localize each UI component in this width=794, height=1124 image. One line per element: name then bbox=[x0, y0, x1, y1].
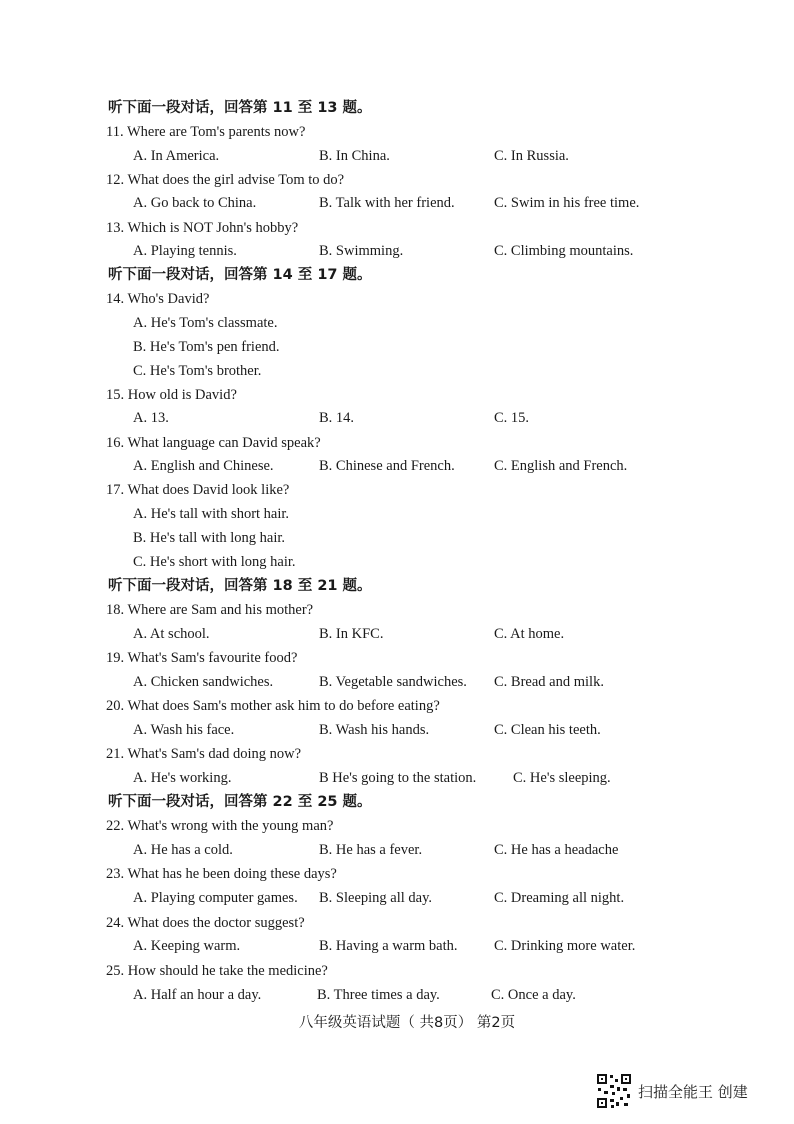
question-text: 12. What does the girl advise Tom to do? bbox=[106, 172, 345, 188]
option-a: A. Go back to China. bbox=[133, 195, 257, 211]
option-b: B. Talk with her friend. bbox=[319, 195, 455, 211]
option-b: B. Three times a day. bbox=[317, 987, 440, 1003]
option-c: C. He's short with long hair. bbox=[133, 554, 296, 570]
scanner-watermark bbox=[596, 1073, 748, 1109]
page-footer: 八年级英语试题（ 共8页） 第2页 bbox=[298, 1015, 516, 1031]
option-b: B He's going to the station. bbox=[319, 770, 477, 786]
option-b: B. He's Tom's pen friend. bbox=[133, 339, 280, 355]
option-c: C. Dreaming all night. bbox=[494, 890, 625, 906]
option-b: B. Vegetable sandwiches. bbox=[319, 674, 467, 690]
question-text: 17. What does David look like? bbox=[106, 482, 290, 498]
option-b: B. In KFC. bbox=[319, 626, 384, 642]
question-text: 24. What does the doctor suggest? bbox=[106, 915, 305, 931]
option-b: B. Wash his hands. bbox=[319, 722, 430, 738]
option-c: C. Climbing mountains. bbox=[494, 243, 634, 259]
question-text: 23. What has he been doing these days? bbox=[106, 866, 337, 882]
option-a: A. He has a cold. bbox=[133, 842, 233, 858]
option-b: B. 14. bbox=[319, 410, 355, 426]
section-heading-1: 听下面一段对话，回答第 11 至 13 题。 bbox=[108, 100, 372, 116]
option-c: C. He's sleeping. bbox=[513, 770, 611, 786]
question-text: 20. What does Sam's mother ask him to do before eating? bbox=[106, 698, 440, 714]
option-a: A. Keeping warm. bbox=[133, 938, 241, 954]
option-c: C. He has a headache bbox=[494, 842, 619, 858]
option-c: C. Bread and milk. bbox=[494, 674, 604, 690]
option-a: A. At school. bbox=[133, 626, 210, 642]
section-heading-3: 听下面一段对话，回答第 18 至 21 题。 bbox=[108, 578, 372, 594]
question-text: 16. What language can David speak? bbox=[106, 435, 321, 451]
option-c: C. In Russia. bbox=[494, 148, 569, 164]
question-text: 15. How old is David? bbox=[106, 387, 237, 403]
option-a: A. Half an hour a day. bbox=[133, 987, 262, 1003]
option-a: A. English and Chinese. bbox=[133, 458, 274, 474]
question-text: 18. Where are Sam and his mother? bbox=[106, 602, 314, 618]
option-a: A. Playing computer games. bbox=[133, 890, 298, 906]
option-b: B. Chinese and French. bbox=[319, 458, 455, 474]
option-b: B. Swimming. bbox=[319, 243, 404, 259]
section-heading-2: 听下面一段对话，回答第 14 至 17 题。 bbox=[108, 267, 372, 283]
option-a: A. Wash his face. bbox=[133, 722, 235, 738]
option-a: A. 13. bbox=[133, 410, 169, 426]
option-b: B. He's tall with long hair. bbox=[133, 530, 286, 546]
scanner-label: 扫描全能王 创建 bbox=[638, 1082, 748, 1101]
section-heading-4: 听下面一段对话，回答第 22 至 25 题。 bbox=[108, 794, 372, 810]
question-text: 11. Where are Tom's parents now? bbox=[106, 124, 306, 140]
option-c: C. English and French. bbox=[494, 458, 628, 474]
option-c: C. Once a day. bbox=[491, 987, 576, 1003]
qr-code-icon bbox=[596, 1073, 632, 1109]
option-a: A. He's tall with short hair. bbox=[133, 506, 290, 522]
option-c: C. Swim in his free time. bbox=[494, 195, 640, 211]
option-c: C. Drinking more water. bbox=[494, 938, 636, 954]
option-c: C. At home. bbox=[494, 626, 565, 642]
option-a: A. He's Tom's classmate. bbox=[133, 315, 278, 331]
question-text: 25. How should he take the medicine? bbox=[106, 963, 328, 979]
question-text: 22. What's wrong with the young man? bbox=[106, 818, 334, 834]
question-text: 14. Who's David? bbox=[106, 291, 210, 307]
option-a: A. In America. bbox=[133, 148, 220, 164]
option-c: C. Clean his teeth. bbox=[494, 722, 601, 738]
option-a: A. Playing tennis. bbox=[133, 243, 237, 259]
option-c: C. He's Tom's brother. bbox=[133, 363, 262, 379]
option-b: B. Having a warm bath. bbox=[319, 938, 458, 954]
option-c: C. 15. bbox=[494, 410, 530, 426]
option-b: B. In China. bbox=[319, 148, 390, 164]
option-b: B. Sleeping all day. bbox=[319, 890, 433, 906]
option-a: A. Chicken sandwiches. bbox=[133, 674, 274, 690]
option-a: A. He's working. bbox=[133, 770, 232, 786]
question-text: 19. What's Sam's favourite food? bbox=[106, 650, 298, 666]
question-text: 13. Which is NOT John's hobby? bbox=[106, 220, 299, 236]
option-b: B. He has a fever. bbox=[319, 842, 423, 858]
question-text: 21. What's Sam's dad doing now? bbox=[106, 746, 302, 762]
